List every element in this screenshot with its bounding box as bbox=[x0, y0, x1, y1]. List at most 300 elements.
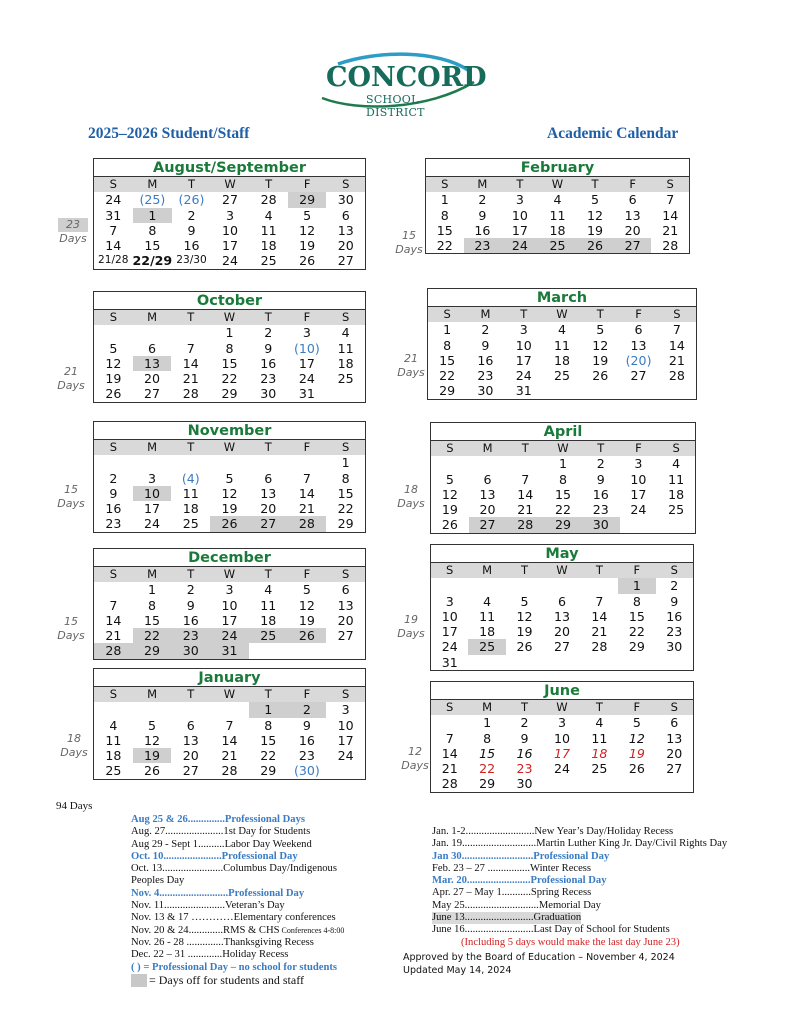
day-cell: 18 bbox=[337, 355, 354, 371]
day-cell: 11 bbox=[260, 222, 277, 238]
weekday-header: T bbox=[581, 307, 619, 322]
legend-right bbox=[432, 826, 791, 949]
month-title: June bbox=[431, 682, 693, 700]
legend-entry: Jan. 19............................Martin Luther King Jr. Day/Civil Rights Day bbox=[432, 838, 728, 850]
weekday-header: S bbox=[431, 563, 468, 578]
day-cell: 16 bbox=[183, 238, 200, 254]
weekday-header: M bbox=[464, 177, 502, 192]
day-cell: 24 bbox=[144, 516, 161, 532]
weekday-header: W bbox=[210, 310, 249, 325]
day-cell: 29 bbox=[133, 643, 172, 658]
day-cell: 24 bbox=[222, 253, 239, 269]
day-cell: 24 bbox=[298, 371, 315, 387]
weekday-header: W bbox=[210, 440, 249, 455]
weekday-header: W bbox=[543, 563, 580, 578]
day-cell bbox=[469, 456, 507, 471]
day-cell: 18 bbox=[182, 501, 199, 517]
day-cell: 19 bbox=[221, 501, 238, 517]
day-cell: 20 bbox=[337, 612, 354, 628]
weekday-header: T bbox=[249, 310, 288, 325]
day-cell: 27 bbox=[144, 386, 161, 402]
weekday-header: S bbox=[94, 440, 133, 455]
legend-key-professional: ( ) = Professional Day – no school for students bbox=[131, 961, 338, 973]
logo-name: CONCORD bbox=[326, 62, 487, 93]
weekday-header: F bbox=[620, 441, 658, 456]
weekday-header: M bbox=[133, 177, 173, 192]
weekday-header: S bbox=[656, 700, 693, 715]
day-cell: 6 bbox=[483, 471, 492, 487]
day-cell: 23 bbox=[516, 761, 533, 777]
day-cell bbox=[94, 582, 133, 597]
day-cell: 13 bbox=[624, 207, 641, 223]
day-cell: 1 bbox=[440, 192, 449, 208]
day-cell: 5 bbox=[148, 717, 157, 733]
day-cell: 28 bbox=[591, 639, 608, 655]
day-cell: 7 bbox=[225, 717, 234, 733]
day-cell: 9 bbox=[187, 222, 196, 238]
weekday-header: T bbox=[501, 177, 539, 192]
month-title: March bbox=[428, 289, 696, 307]
day-cell: 29 bbox=[544, 517, 582, 532]
day-cell bbox=[94, 455, 133, 470]
day-cell: 20 bbox=[553, 624, 570, 640]
day-cell: 5 bbox=[520, 593, 529, 609]
day-cell: (20) bbox=[625, 352, 652, 368]
day-cell bbox=[133, 455, 172, 470]
day-cell bbox=[249, 643, 288, 658]
legend-entry: Mar. 20........................Professional Day bbox=[432, 875, 607, 887]
month-grid bbox=[94, 310, 365, 402]
day-cell: 28 bbox=[94, 643, 133, 658]
day-cell: 28 bbox=[441, 776, 458, 792]
day-cell: 19 bbox=[587, 222, 604, 238]
weekday-header: T bbox=[171, 567, 210, 582]
day-cell: 20 bbox=[479, 502, 496, 518]
day-cell: 17 bbox=[298, 355, 315, 371]
day-cell: 11 bbox=[553, 337, 570, 353]
day-cell: 19 bbox=[298, 612, 315, 628]
day-cell: 10 bbox=[515, 337, 532, 353]
day-cell: 8 bbox=[483, 730, 492, 746]
day-cell: 6 bbox=[557, 593, 566, 609]
approved-line: Approved by the Board of Education – November 4, 2024 bbox=[403, 952, 675, 963]
day-cell: 28 bbox=[260, 192, 277, 208]
day-cell: 1 bbox=[133, 208, 173, 223]
day-cell: 6 bbox=[264, 470, 273, 486]
day-cell bbox=[618, 776, 655, 791]
day-cell: 11 bbox=[105, 732, 122, 748]
day-cell: 3 bbox=[148, 470, 157, 486]
day-cell bbox=[431, 456, 469, 471]
calendar-october bbox=[93, 291, 366, 403]
calendar-april bbox=[430, 422, 696, 534]
day-cell: 10 bbox=[222, 222, 239, 238]
day-cell: 7 bbox=[672, 322, 681, 338]
day-cell: 15 bbox=[554, 486, 571, 502]
day-cell: 28 bbox=[221, 763, 238, 779]
day-cell: 27 bbox=[182, 763, 199, 779]
day-cell: 25 bbox=[249, 628, 288, 643]
month-days-count: 18 Days bbox=[60, 732, 88, 759]
day-cell: 10 bbox=[221, 597, 238, 613]
day-cell: 19 bbox=[441, 502, 458, 518]
day-cell: 12 bbox=[628, 730, 645, 746]
day-cell: 13 bbox=[260, 485, 277, 501]
month-title: January bbox=[94, 669, 365, 687]
day-cell: 29 bbox=[288, 192, 327, 207]
weekday-header: F bbox=[288, 440, 327, 455]
weekday-header: M bbox=[468, 563, 505, 578]
day-cell bbox=[581, 776, 618, 791]
day-cell: 16 bbox=[474, 222, 491, 238]
weekday-header: M bbox=[466, 307, 504, 322]
weekday-header: F bbox=[618, 563, 655, 578]
day-cell: 8 bbox=[443, 337, 452, 353]
day-cell: 9 bbox=[481, 337, 490, 353]
day-cell: 30 bbox=[477, 383, 494, 399]
day-cell: 29 bbox=[628, 639, 645, 655]
day-cell bbox=[506, 655, 543, 670]
month-grid bbox=[426, 177, 689, 253]
weekday-header: S bbox=[94, 567, 133, 582]
day-cell: 7 bbox=[109, 597, 118, 613]
day-cell bbox=[543, 383, 581, 398]
day-cell: 10 bbox=[630, 471, 647, 487]
month-days-count: 19 Days bbox=[397, 613, 425, 640]
month-days-count: 23 Days bbox=[59, 218, 87, 245]
day-cell: 15 bbox=[628, 608, 645, 624]
day-cell: 19 bbox=[628, 745, 645, 761]
day-cell: 30 bbox=[337, 192, 354, 208]
day-cell: 7 bbox=[302, 470, 311, 486]
day-cell: 22 bbox=[337, 501, 354, 517]
day-cell: 15 bbox=[436, 222, 453, 238]
approval-info bbox=[403, 951, 675, 977]
day-cell: 25 bbox=[539, 238, 577, 253]
day-cell: 23 bbox=[464, 238, 502, 253]
day-cell: (25) bbox=[139, 192, 166, 208]
day-cell: 31 bbox=[298, 386, 315, 402]
legend-entry: Nov. 13 & 17 …………Elementary conferences bbox=[131, 912, 336, 924]
day-cell: 25 bbox=[591, 761, 608, 777]
weekday-header: S bbox=[658, 307, 696, 322]
weekday-header: S bbox=[94, 310, 133, 325]
day-cell: 17 bbox=[144, 501, 161, 517]
district-logo bbox=[318, 52, 487, 119]
weekday-header: W bbox=[543, 307, 581, 322]
day-cell: 22 bbox=[221, 371, 238, 387]
shaded-swatch-icon bbox=[131, 974, 147, 987]
day-cell: 2 bbox=[520, 715, 529, 731]
day-cell: 21 bbox=[221, 748, 238, 764]
month-days-count: 21 Days bbox=[57, 365, 85, 392]
weekday-header: T bbox=[506, 563, 543, 578]
weekday-header: S bbox=[431, 700, 468, 715]
day-cell: 3 bbox=[225, 582, 234, 598]
weekday-header: F bbox=[618, 700, 655, 715]
calendar-february bbox=[425, 158, 690, 254]
legend-entry: Nov. 4..........................Professional Day bbox=[131, 887, 305, 899]
day-cell bbox=[658, 383, 696, 398]
day-cell: 1 bbox=[249, 702, 288, 717]
calendar-june bbox=[430, 681, 694, 793]
day-cell: 2 bbox=[596, 456, 605, 472]
updated-line: Updated May 14, 2024 bbox=[403, 965, 512, 976]
day-cell: 15 bbox=[221, 355, 238, 371]
calendar-aug-sep bbox=[93, 158, 366, 270]
day-cell: 25 bbox=[553, 368, 570, 384]
day-cell: 21 bbox=[668, 352, 685, 368]
day-cell: 23 bbox=[666, 624, 683, 640]
day-cell bbox=[249, 455, 288, 470]
day-cell: 26 bbox=[628, 761, 645, 777]
day-cell bbox=[210, 455, 249, 470]
day-cell: 13 bbox=[553, 608, 570, 624]
day-cell: 6 bbox=[341, 207, 350, 223]
day-cell: 8 bbox=[225, 340, 234, 356]
day-cell: 25 bbox=[337, 371, 354, 387]
day-cell: 16 bbox=[105, 501, 122, 517]
day-cell bbox=[468, 578, 505, 593]
weekday-header: T bbox=[582, 441, 620, 456]
day-cell: 13 bbox=[182, 732, 199, 748]
day-cell: 7 bbox=[595, 593, 604, 609]
day-cell: 4 bbox=[595, 715, 604, 731]
day-cell: 11 bbox=[182, 485, 199, 501]
day-cell: 25 bbox=[105, 763, 122, 779]
day-cell: 10 bbox=[553, 730, 570, 746]
legend-entry: Apr. 27 – May 1...........Spring Recess bbox=[432, 887, 592, 899]
month-days-count: 12 Days bbox=[401, 745, 429, 772]
legend-entry: Jan 30...........................Professional Day bbox=[432, 850, 610, 862]
day-cell bbox=[326, 643, 365, 658]
day-cell: 24 bbox=[501, 238, 539, 253]
day-cell: 31 bbox=[441, 654, 458, 670]
logo-subtitle: SCHOOL DISTRICT bbox=[366, 93, 425, 119]
weekday-header: S bbox=[651, 177, 689, 192]
weekday-header: S bbox=[326, 177, 365, 192]
day-cell: 28 bbox=[668, 368, 685, 384]
day-cell bbox=[431, 578, 468, 593]
day-cell: 1 bbox=[558, 456, 567, 472]
day-cell: 6 bbox=[628, 192, 637, 208]
day-cell: 18 bbox=[553, 352, 570, 368]
calendar-november bbox=[93, 421, 366, 533]
day-cell: 6 bbox=[341, 582, 350, 598]
day-cell: 12 bbox=[105, 355, 122, 371]
weekday-header: T bbox=[171, 310, 210, 325]
day-cell: 12 bbox=[221, 485, 238, 501]
day-cell: 18 bbox=[591, 745, 608, 761]
month-grid bbox=[94, 440, 365, 532]
day-cell: 15 bbox=[144, 612, 161, 628]
day-cell: 11 bbox=[479, 608, 496, 624]
day-cell: 3 bbox=[445, 593, 454, 609]
day-cell: 9 bbox=[478, 207, 487, 223]
day-cell: 26 bbox=[144, 763, 161, 779]
weekday-header: T bbox=[249, 440, 288, 455]
weekday-header: M bbox=[469, 441, 507, 456]
day-cell: 21 bbox=[182, 371, 199, 387]
day-cell: 20 bbox=[182, 748, 199, 764]
day-cell: 23/30 bbox=[176, 254, 207, 267]
legend-entry: Oct. 13.......................Columbus Day/Indigenous bbox=[131, 863, 337, 875]
day-cell: 4 bbox=[264, 207, 273, 223]
day-cell: 14 bbox=[105, 612, 122, 628]
day-cell: 18 bbox=[668, 486, 685, 502]
day-cell: 2 bbox=[264, 325, 273, 341]
day-cell: 14 bbox=[668, 337, 685, 353]
day-cell: 21 bbox=[662, 222, 679, 238]
day-cell: 18 bbox=[479, 624, 496, 640]
day-cell: 27 bbox=[337, 253, 354, 269]
day-cell bbox=[171, 325, 210, 340]
day-cell bbox=[468, 655, 505, 670]
day-cell bbox=[581, 383, 619, 398]
weekday-header: F bbox=[619, 307, 657, 322]
weekday-header: S bbox=[326, 567, 365, 582]
weekday-header: F bbox=[614, 177, 652, 192]
day-cell: 5 bbox=[445, 471, 454, 487]
day-cell: 13 bbox=[666, 730, 683, 746]
day-cell: 4 bbox=[672, 456, 681, 472]
day-cell: 10 bbox=[133, 486, 172, 501]
day-cell: 30 bbox=[171, 643, 210, 658]
day-cell: 1 bbox=[341, 455, 350, 471]
day-cell: 26 bbox=[299, 253, 316, 269]
day-cell: 30 bbox=[516, 776, 533, 792]
day-cell: 13 bbox=[337, 597, 354, 613]
day-cell bbox=[94, 325, 133, 340]
weekday-header: W bbox=[211, 177, 250, 192]
day-cell: 22 bbox=[628, 624, 645, 640]
day-cell: 12 bbox=[299, 222, 316, 238]
day-cell: (26) bbox=[178, 192, 205, 208]
day-cell bbox=[326, 763, 365, 778]
day-cell: 17 bbox=[221, 612, 238, 628]
weekday-header: M bbox=[133, 567, 172, 582]
day-cell: 5 bbox=[225, 470, 234, 486]
day-cell: 13 bbox=[479, 486, 496, 502]
day-cell bbox=[288, 643, 327, 658]
day-cell: 14 bbox=[182, 355, 199, 371]
day-cell: 24 bbox=[105, 192, 122, 208]
weekday-header: W bbox=[210, 687, 249, 702]
day-cell: 30 bbox=[582, 517, 620, 532]
day-cell: 14 bbox=[105, 238, 122, 254]
day-cell: 12 bbox=[144, 732, 161, 748]
day-cell: 10 bbox=[337, 717, 354, 733]
day-cell: 14 bbox=[441, 745, 458, 761]
day-cell: 8 bbox=[148, 222, 157, 238]
weekday-header: T bbox=[172, 177, 211, 192]
day-cell bbox=[171, 455, 210, 470]
month-title: April bbox=[431, 423, 695, 441]
day-cell: 8 bbox=[440, 207, 449, 223]
day-cell bbox=[620, 517, 658, 532]
month-days-count: 15 Days bbox=[395, 229, 423, 256]
legend-note: (Including 5 days would make the last day June 23) bbox=[461, 936, 680, 948]
day-cell: 20 bbox=[666, 745, 683, 761]
weekday-header: S bbox=[326, 440, 365, 455]
day-cell: 17 bbox=[553, 745, 570, 761]
day-cell: 3 bbox=[226, 207, 235, 223]
day-cell bbox=[543, 776, 580, 791]
day-cell bbox=[543, 655, 580, 670]
day-cell: 4 bbox=[553, 192, 562, 208]
weekday-header: M bbox=[133, 687, 172, 702]
day-cell: 27 bbox=[249, 516, 288, 531]
day-cell: 15 bbox=[479, 745, 496, 761]
weekday-header: S bbox=[94, 687, 133, 702]
legend-entry: Aug 29 - Sept 1..........Labor Day Weekend bbox=[131, 838, 312, 850]
month-days-count: 18 Days bbox=[397, 483, 425, 510]
day-cell: 29 bbox=[439, 383, 456, 399]
day-cell: 14 bbox=[221, 732, 238, 748]
day-cell: 25 bbox=[182, 516, 199, 532]
day-cell: 21 bbox=[517, 502, 534, 518]
day-cell: 14 bbox=[662, 207, 679, 223]
weekday-header: W bbox=[210, 567, 249, 582]
day-cell: 16 bbox=[592, 486, 609, 502]
legend-entry: Jan. 1-2..........................New Year’s Day/Holiday Recess bbox=[432, 826, 674, 837]
day-cell: 20 bbox=[260, 501, 277, 517]
weekday-header: W bbox=[544, 441, 582, 456]
day-cell: 14 bbox=[517, 486, 534, 502]
day-cell: 19 bbox=[133, 748, 172, 763]
day-cell: 26 bbox=[516, 639, 533, 655]
day-cell: 17 bbox=[222, 238, 239, 254]
day-cell: 2 bbox=[288, 702, 327, 717]
day-cell: 22 bbox=[439, 368, 456, 384]
weekday-header: W bbox=[543, 700, 580, 715]
day-cell: 14 bbox=[591, 608, 608, 624]
weekday-header: M bbox=[133, 310, 172, 325]
weekday-header: T bbox=[505, 307, 543, 322]
legend-entry: June 13..........................Graduation bbox=[432, 912, 582, 924]
day-cell bbox=[581, 578, 618, 593]
day-cell: 2 bbox=[478, 192, 487, 208]
day-cell: 8 bbox=[264, 717, 273, 733]
day-cell: 9 bbox=[596, 471, 605, 487]
weekday-header: M bbox=[468, 700, 505, 715]
day-cell: 23 bbox=[105, 516, 122, 532]
day-cell: 27 bbox=[337, 628, 354, 644]
day-cell: 4 bbox=[483, 593, 492, 609]
weekday-header: T bbox=[581, 563, 618, 578]
day-cell bbox=[657, 517, 695, 532]
day-cell bbox=[94, 702, 133, 717]
day-cell: 24 bbox=[553, 761, 570, 777]
day-cell: 11 bbox=[591, 730, 608, 746]
calendar-may bbox=[430, 544, 694, 671]
legend-entry: May 25............................Memorial Day bbox=[432, 899, 601, 911]
month-days-count: 15 Days bbox=[57, 483, 85, 510]
day-cell: 4 bbox=[109, 717, 118, 733]
day-cell: 3 bbox=[515, 192, 524, 208]
day-cell: 26 bbox=[288, 628, 327, 643]
day-cell: 22 bbox=[436, 238, 453, 254]
day-cell: 22/29 bbox=[132, 253, 173, 269]
day-cell: 6 bbox=[670, 715, 679, 731]
day-cell: 1 bbox=[148, 582, 157, 598]
weekday-header: S bbox=[94, 177, 133, 192]
total-days: 94 Days bbox=[56, 800, 93, 812]
day-cell: 8 bbox=[632, 593, 641, 609]
day-cell: 3 bbox=[341, 702, 350, 718]
day-cell: 3 bbox=[557, 715, 566, 731]
day-cell bbox=[656, 655, 693, 670]
